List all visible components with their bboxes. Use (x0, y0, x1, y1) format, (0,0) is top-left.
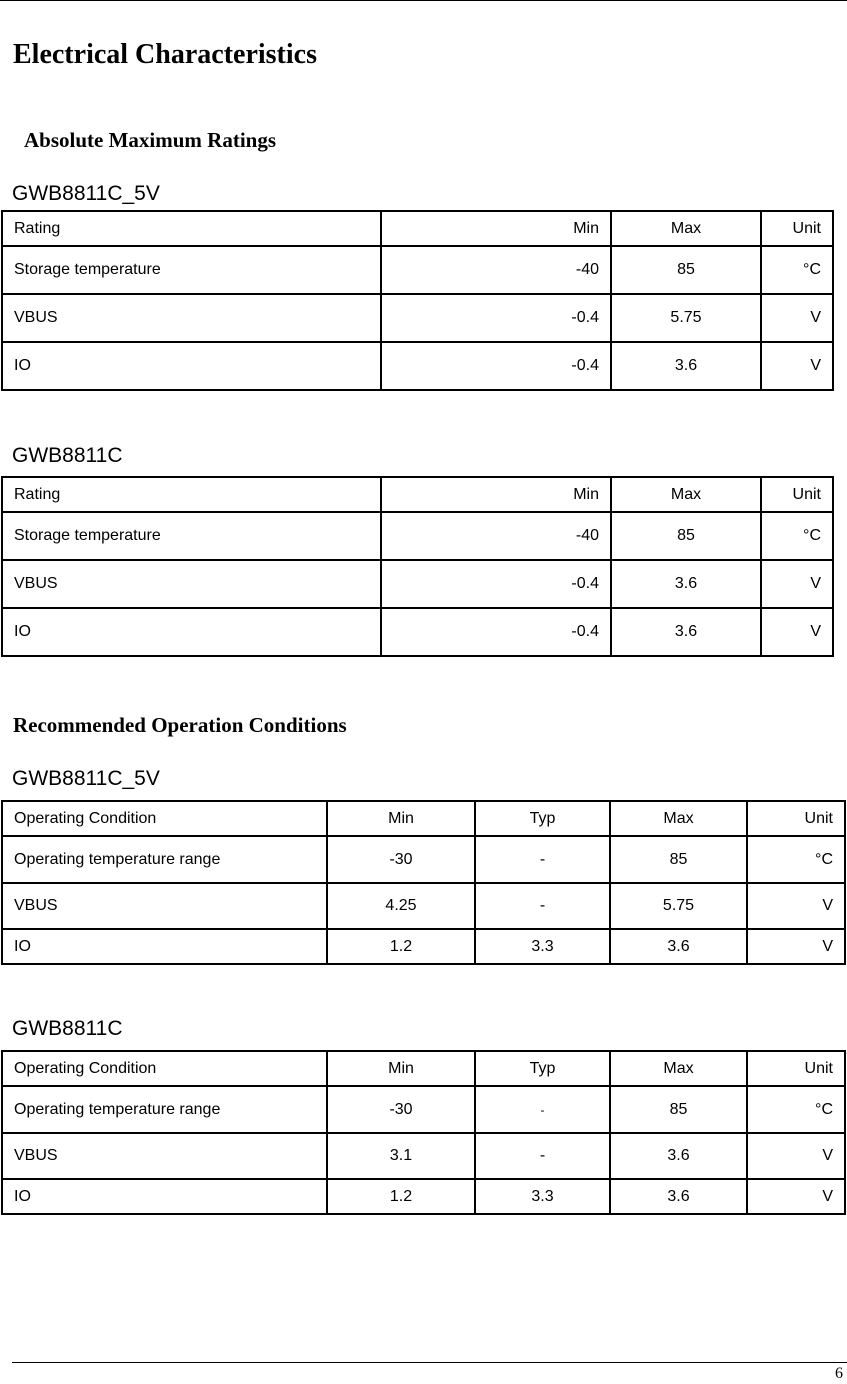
header-cell: Min (381, 211, 611, 246)
header-cell: Max (610, 1051, 747, 1086)
table-cell: 5.75 (610, 883, 747, 929)
table-cell: 4.25 (327, 883, 475, 929)
table-row (2, 883, 845, 929)
table-row (2, 342, 833, 390)
header-cell: Operating Condition (2, 801, 327, 836)
table-cell: - (475, 883, 610, 929)
header-cell: Rating (2, 211, 381, 246)
table-cell: VBUS (2, 560, 381, 608)
table-cell: 1.2 (327, 929, 475, 964)
table-cell: 85 (611, 246, 761, 294)
table-cell: 5.75 (611, 294, 761, 342)
table-cell: IO (2, 342, 381, 390)
table-cell: 3.1 (327, 1133, 475, 1179)
header-cell: Max (610, 801, 747, 836)
table-cell: VBUS (2, 294, 381, 342)
table-caption: GWB8811C (12, 444, 123, 467)
table-cell: -0.4 (381, 608, 611, 656)
table-cell: 3.3 (475, 929, 610, 964)
header-cell: Max (611, 477, 761, 512)
table-cell: V (761, 608, 833, 656)
table-cell: Storage temperature (2, 512, 381, 560)
table-row (2, 294, 833, 342)
table-row (2, 246, 833, 294)
table-cell: 3.6 (610, 929, 747, 964)
section-heading-absolute-max: Absolute Maximum Ratings (24, 128, 277, 152)
table-cell: Storage temperature (2, 246, 381, 294)
table-cell: - (475, 1133, 610, 1179)
table-caption: GWB8811C (12, 1017, 123, 1040)
table-cell: 3.6 (611, 560, 761, 608)
table-row (2, 1133, 845, 1179)
table-cell: Operating temperature range (2, 836, 327, 883)
table-row (2, 836, 845, 883)
table-cell: °C (761, 512, 833, 560)
table-header-row (2, 1051, 845, 1086)
recommended-table-5v (1, 800, 846, 965)
page-number: 6 (835, 1365, 843, 1382)
header-cell: Unit (761, 211, 833, 246)
header-cell: Max (611, 211, 761, 246)
top-rule (0, 0, 847, 1)
page-title: Electrical Characteristics (13, 39, 317, 70)
table-cell: -0.4 (381, 342, 611, 390)
header-cell: Typ (475, 801, 610, 836)
table-cell: -30 (327, 1086, 475, 1133)
table-cell: V (747, 883, 845, 929)
table-cell: 85 (610, 836, 747, 883)
table-cell: IO (2, 608, 381, 656)
table-cell: -0.4 (381, 560, 611, 608)
table-cell: VBUS (2, 883, 327, 929)
table-cell: 3.6 (611, 342, 761, 390)
table-cell: V (747, 1133, 845, 1179)
table-cell: 3.6 (611, 608, 761, 656)
table-cell: IO (2, 1179, 327, 1214)
header-cell: Unit (747, 1051, 845, 1086)
section-heading-recommended: Recommended Operation Conditions (13, 713, 347, 737)
table-cell: -40 (381, 246, 611, 294)
table-cell: - (475, 836, 610, 883)
header-cell: Min (381, 477, 611, 512)
header-cell: Unit (747, 801, 845, 836)
table-cell: 85 (610, 1086, 747, 1133)
table-cell: 3.6 (610, 1133, 747, 1179)
table-cell: °C (747, 1086, 845, 1133)
table-cell: -30 (327, 836, 475, 883)
table-cell: 3.3 (475, 1179, 610, 1214)
header-cell: Unit (761, 477, 833, 512)
table-cell: V (747, 1179, 845, 1214)
header-cell: Typ (475, 1051, 610, 1086)
table-cell: IO (2, 929, 327, 964)
table-cell: °C (747, 836, 845, 883)
table-cell: 1.2 (327, 1179, 475, 1214)
table-cell: V (761, 342, 833, 390)
table-header-row (2, 801, 845, 836)
table-cell: 3.6 (610, 1179, 747, 1214)
footer-rule (12, 1362, 847, 1363)
table-cell: - (475, 1086, 610, 1133)
table-row (2, 929, 845, 964)
table-cell: V (761, 560, 833, 608)
table-header-row (2, 477, 833, 512)
header-cell: Min (327, 1051, 475, 1086)
table-cell: V (761, 294, 833, 342)
table-cell: Operating temperature range (2, 1086, 327, 1133)
table-cell: -0.4 (381, 294, 611, 342)
recommended-table (1, 1050, 846, 1215)
table-row (2, 560, 833, 608)
absolute-max-table-5v (1, 210, 834, 391)
table-row (2, 608, 833, 656)
table-row (2, 1179, 845, 1214)
table-cell: -40 (381, 512, 611, 560)
table-caption: GWB8811C_5V (12, 767, 160, 790)
table-cell: V (747, 929, 845, 964)
table-cell: VBUS (2, 1133, 327, 1179)
table-row (2, 512, 833, 560)
table-cell: 85 (611, 512, 761, 560)
table-row (2, 1086, 845, 1133)
absolute-max-table (1, 476, 834, 657)
header-cell: Rating (2, 477, 381, 512)
header-cell: Min (327, 801, 475, 836)
table-cell: °C (761, 246, 833, 294)
table-caption: GWB8811C_5V (12, 182, 160, 205)
table-header-row (2, 211, 833, 246)
header-cell: Operating Condition (2, 1051, 327, 1086)
